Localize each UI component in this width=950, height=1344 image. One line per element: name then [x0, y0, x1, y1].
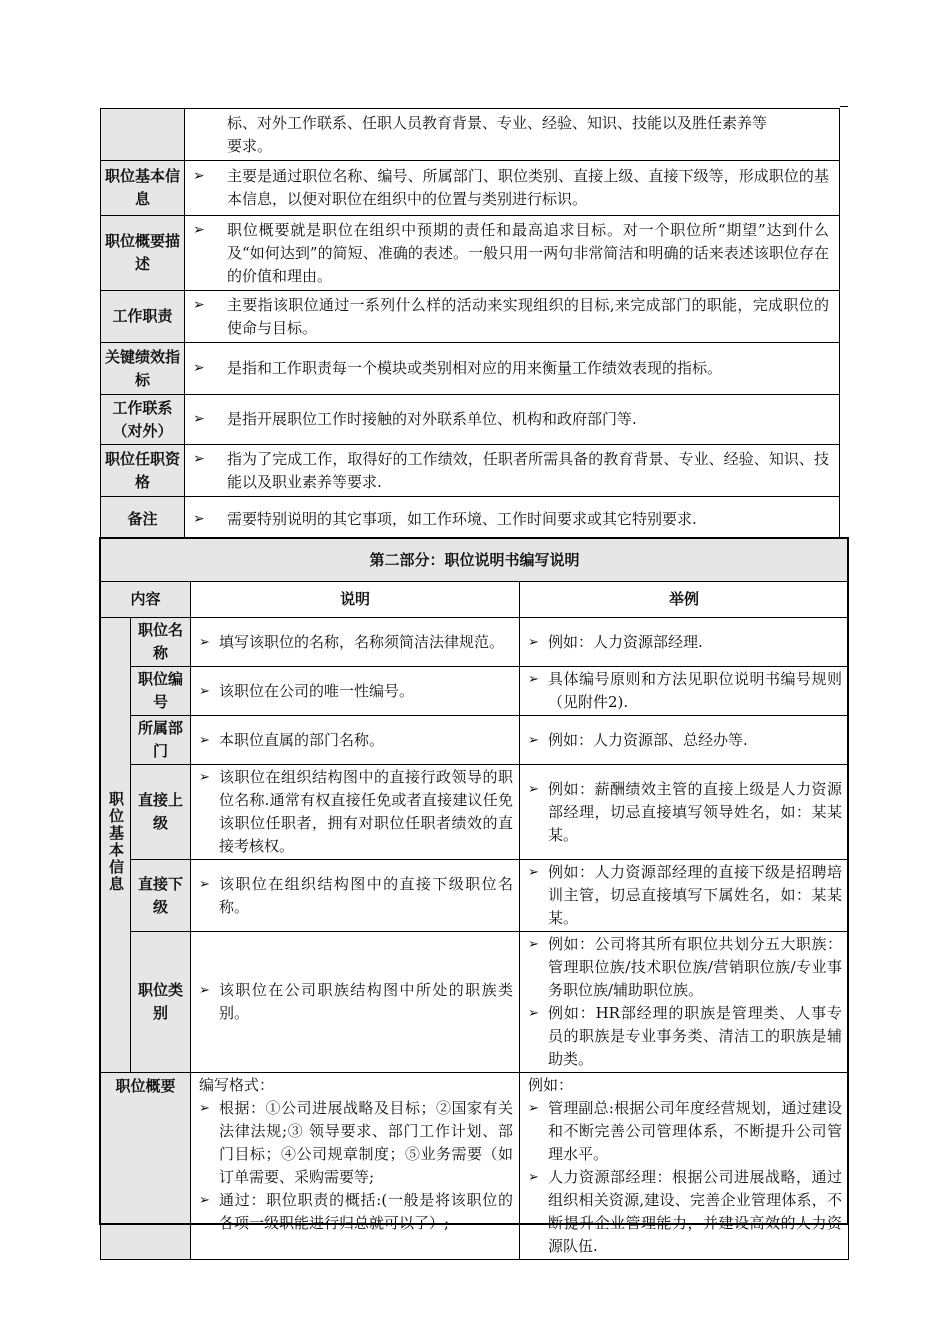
arrow-bullet-icon: ➢ [199, 732, 210, 748]
part1-row [101, 445, 840, 497]
desc-text: 通过：职位职责的概括:(一般是将该职位的各项一级职能进行归总就可以了）; [219, 1191, 513, 1232]
example-text: 例如：人力资源部经理. [548, 632, 703, 651]
row-label: 所属部门 [131, 716, 191, 765]
corner-tick [840, 106, 848, 107]
part1-row [101, 216, 840, 291]
row-text: 需要特别说明的其它事项，如工作环境、工作时间要求或其它特别要求. [227, 509, 697, 528]
desc-intro: 编写格式： [199, 1076, 275, 1094]
group-label-cell [101, 618, 131, 1073]
part2-row [101, 618, 849, 667]
arrow-bullet-icon: ➢ [199, 634, 210, 650]
example-text: 具体编号原则和方法见职位说明书编号规则（见附件2). [548, 670, 843, 711]
row-label: 工作联系（对外） [101, 395, 185, 445]
arrow-bullet-icon: ➢ [193, 168, 205, 184]
continuation-line-1: 标、对外工作联系、任职人员教育背景、专业、经验、知识、技能以及胜任素养等 [227, 113, 768, 132]
arrow-bullet-icon: ➢ [528, 865, 539, 880]
desc-text: 该职位在组织结构图中的直接下级职位名称。 [219, 874, 513, 916]
row-text: 是指开展职位工作时接触的对外联系单位、机构和政府部门等. [227, 410, 637, 428]
example-text: 人力资源部经理：根据公司进展战略，通过组织相关资源,建设、完善企业管理体系，不断提升企业管理能力，并建设高效的人力资源队伍. [548, 1168, 843, 1255]
arrow-bullet-icon: ➢ [193, 450, 205, 467]
desc-text: 该职位在公司的唯一性编号。 [219, 681, 415, 700]
arrow-bullet-icon: ➢ [528, 781, 539, 797]
example-text: 例如：人力资源部经理的直接下级是招聘培训主管，切忌直接填写下属姓名，如：某某某。 [548, 863, 843, 927]
part1-table [100, 108, 840, 542]
example-text: 例如：人力资源部、总经办等. [548, 730, 748, 749]
part2-summary-row [101, 1073, 849, 1260]
part1-row [101, 343, 840, 395]
row-text: 职位概要就是职位在组织中预期的责任和最高追求目标。对一个职位所“期望”达到什么及“如何达到”的简短、准确的表述。一般只用一两句非常简洁和明确的话来表述该职位存在的价值和理由。 [227, 220, 829, 285]
row-label: 职位类别 [131, 932, 191, 1073]
part2-table [100, 538, 849, 1260]
example-text: 例如：HR部经理的职族是管理类、人事专员的职族是专业事务类、清洁工的职族是辅助类。 [548, 1004, 843, 1068]
desc-text: 该职位在组织结构图中的直接行政领导的职位名称.通常有权直接任免或者直接建议任免该职位任职者，拥有对职位任职者绩效的直接考核权。 [219, 768, 513, 855]
part1-continuation-row [101, 109, 840, 161]
arrow-bullet-icon: ➢ [528, 732, 539, 748]
part2-row [101, 932, 849, 1073]
group-label: 职位基本信息 [107, 790, 125, 893]
desc-text: 本职位直属的部门名称。 [219, 730, 385, 749]
desc-text: 根据：①公司进展战略及目标；②国家有关法律法规;③ 领导要求、部门工作计划、部门目标；④公司规章制度；⑤业务需要（如订单需要、采购需要等; [219, 1099, 513, 1186]
row-label: 直接上级 [131, 765, 191, 860]
part1-continuation-cell [185, 109, 840, 161]
arrow-bullet-icon: ➢ [199, 683, 210, 699]
row-label: 职位概要 [101, 1073, 191, 1260]
desc-text: 该职位在公司职族结构图中所处的职族类别。 [219, 981, 513, 1022]
row-label: 备注 [101, 497, 185, 542]
header-desc: 说明 [191, 582, 520, 618]
header-content: 内容 [101, 582, 191, 618]
arrow-bullet-icon: ➢ [193, 510, 205, 527]
part1-empty-label [101, 109, 185, 161]
header-example: 举例 [520, 582, 849, 618]
arrow-bullet-icon: ➢ [193, 360, 205, 376]
arrow-bullet-icon: ➢ [199, 770, 210, 785]
arrow-bullet-icon: ➢ [528, 1170, 539, 1185]
example-intro: 例如： [528, 1076, 574, 1094]
row-label: 职位基本信息 [101, 161, 185, 216]
row-label: 工作职责 [101, 291, 185, 343]
arrow-bullet-icon: ➢ [528, 1006, 539, 1021]
part2-row [101, 667, 849, 716]
arrow-bullet-icon: ➢ [199, 876, 210, 892]
arrow-bullet-icon: ➢ [199, 1193, 210, 1208]
row-text: 是指和工作职责每一个模块或类别相对应的用来衡量工作绩效表现的指标。 [227, 359, 723, 377]
row-label: 职位任职资格 [101, 445, 185, 497]
part2-row [101, 716, 849, 765]
arrow-bullet-icon: ➢ [199, 983, 210, 998]
part1-row [101, 161, 840, 216]
continuation-line-2: 要求。 [227, 136, 273, 155]
arrow-bullet-icon: ➢ [528, 937, 539, 952]
arrow-bullet-icon: ➢ [528, 1101, 539, 1116]
row-label: 职位概要描述 [101, 216, 185, 291]
arrow-bullet-icon: ➢ [528, 634, 539, 650]
part1-row [101, 291, 840, 343]
row-label: 直接下级 [131, 860, 191, 932]
arrow-bullet-icon: ➢ [528, 672, 539, 687]
part2-title: 第二部分：职位说明书编写说明 [101, 539, 849, 582]
row-label: 职位编号 [131, 667, 191, 716]
arrow-bullet-icon: ➢ [199, 1101, 210, 1116]
example-text: 例如：公司将其所有职位共划分五大职族：管理职位族/技术职位族/营销职位族/专业事务职位族/辅助职位族。 [548, 935, 843, 999]
arrow-bullet-icon: ➢ [193, 221, 205, 238]
part2-row [101, 765, 849, 860]
part1-row [101, 497, 840, 542]
row-text: 主要是通过职位名称、编号、所属部门、职位类别、直接上级、直接下级等，形成职位的基本信息，以便对职位在组织中的位置与类别进行标识。 [227, 167, 829, 208]
example-text: 管理副总:根据公司年度经营规划，通过建设和不断完善公司管理体系，不断提升公司管理水平。 [548, 1099, 843, 1163]
example-text: 例如：薪酬绩效主管的直接上级是人力资源部经理，切忌直接填写领导姓名，如：某某某。 [548, 779, 843, 844]
part2-row [101, 860, 849, 932]
desc-text: 填写该职位的名称，名称须简洁法律规范。 [219, 632, 505, 651]
part1-row [101, 395, 840, 445]
row-text: 指为了完成工作，取得好的工作绩效，任职者所需具备的教育背景、专业、经验、知识、技能以及职业素养等要求. [227, 449, 829, 491]
arrow-bullet-icon: ➢ [193, 411, 205, 427]
row-label: 职位名称 [131, 618, 191, 667]
arrow-bullet-icon: ➢ [193, 296, 205, 313]
row-label: 关键绩效指标 [101, 343, 185, 395]
row-text: 主要指该职位通过一系列什么样的活动来实现组织的目标,来完成部门的职能，完成职位的使命与目标。 [227, 295, 829, 337]
